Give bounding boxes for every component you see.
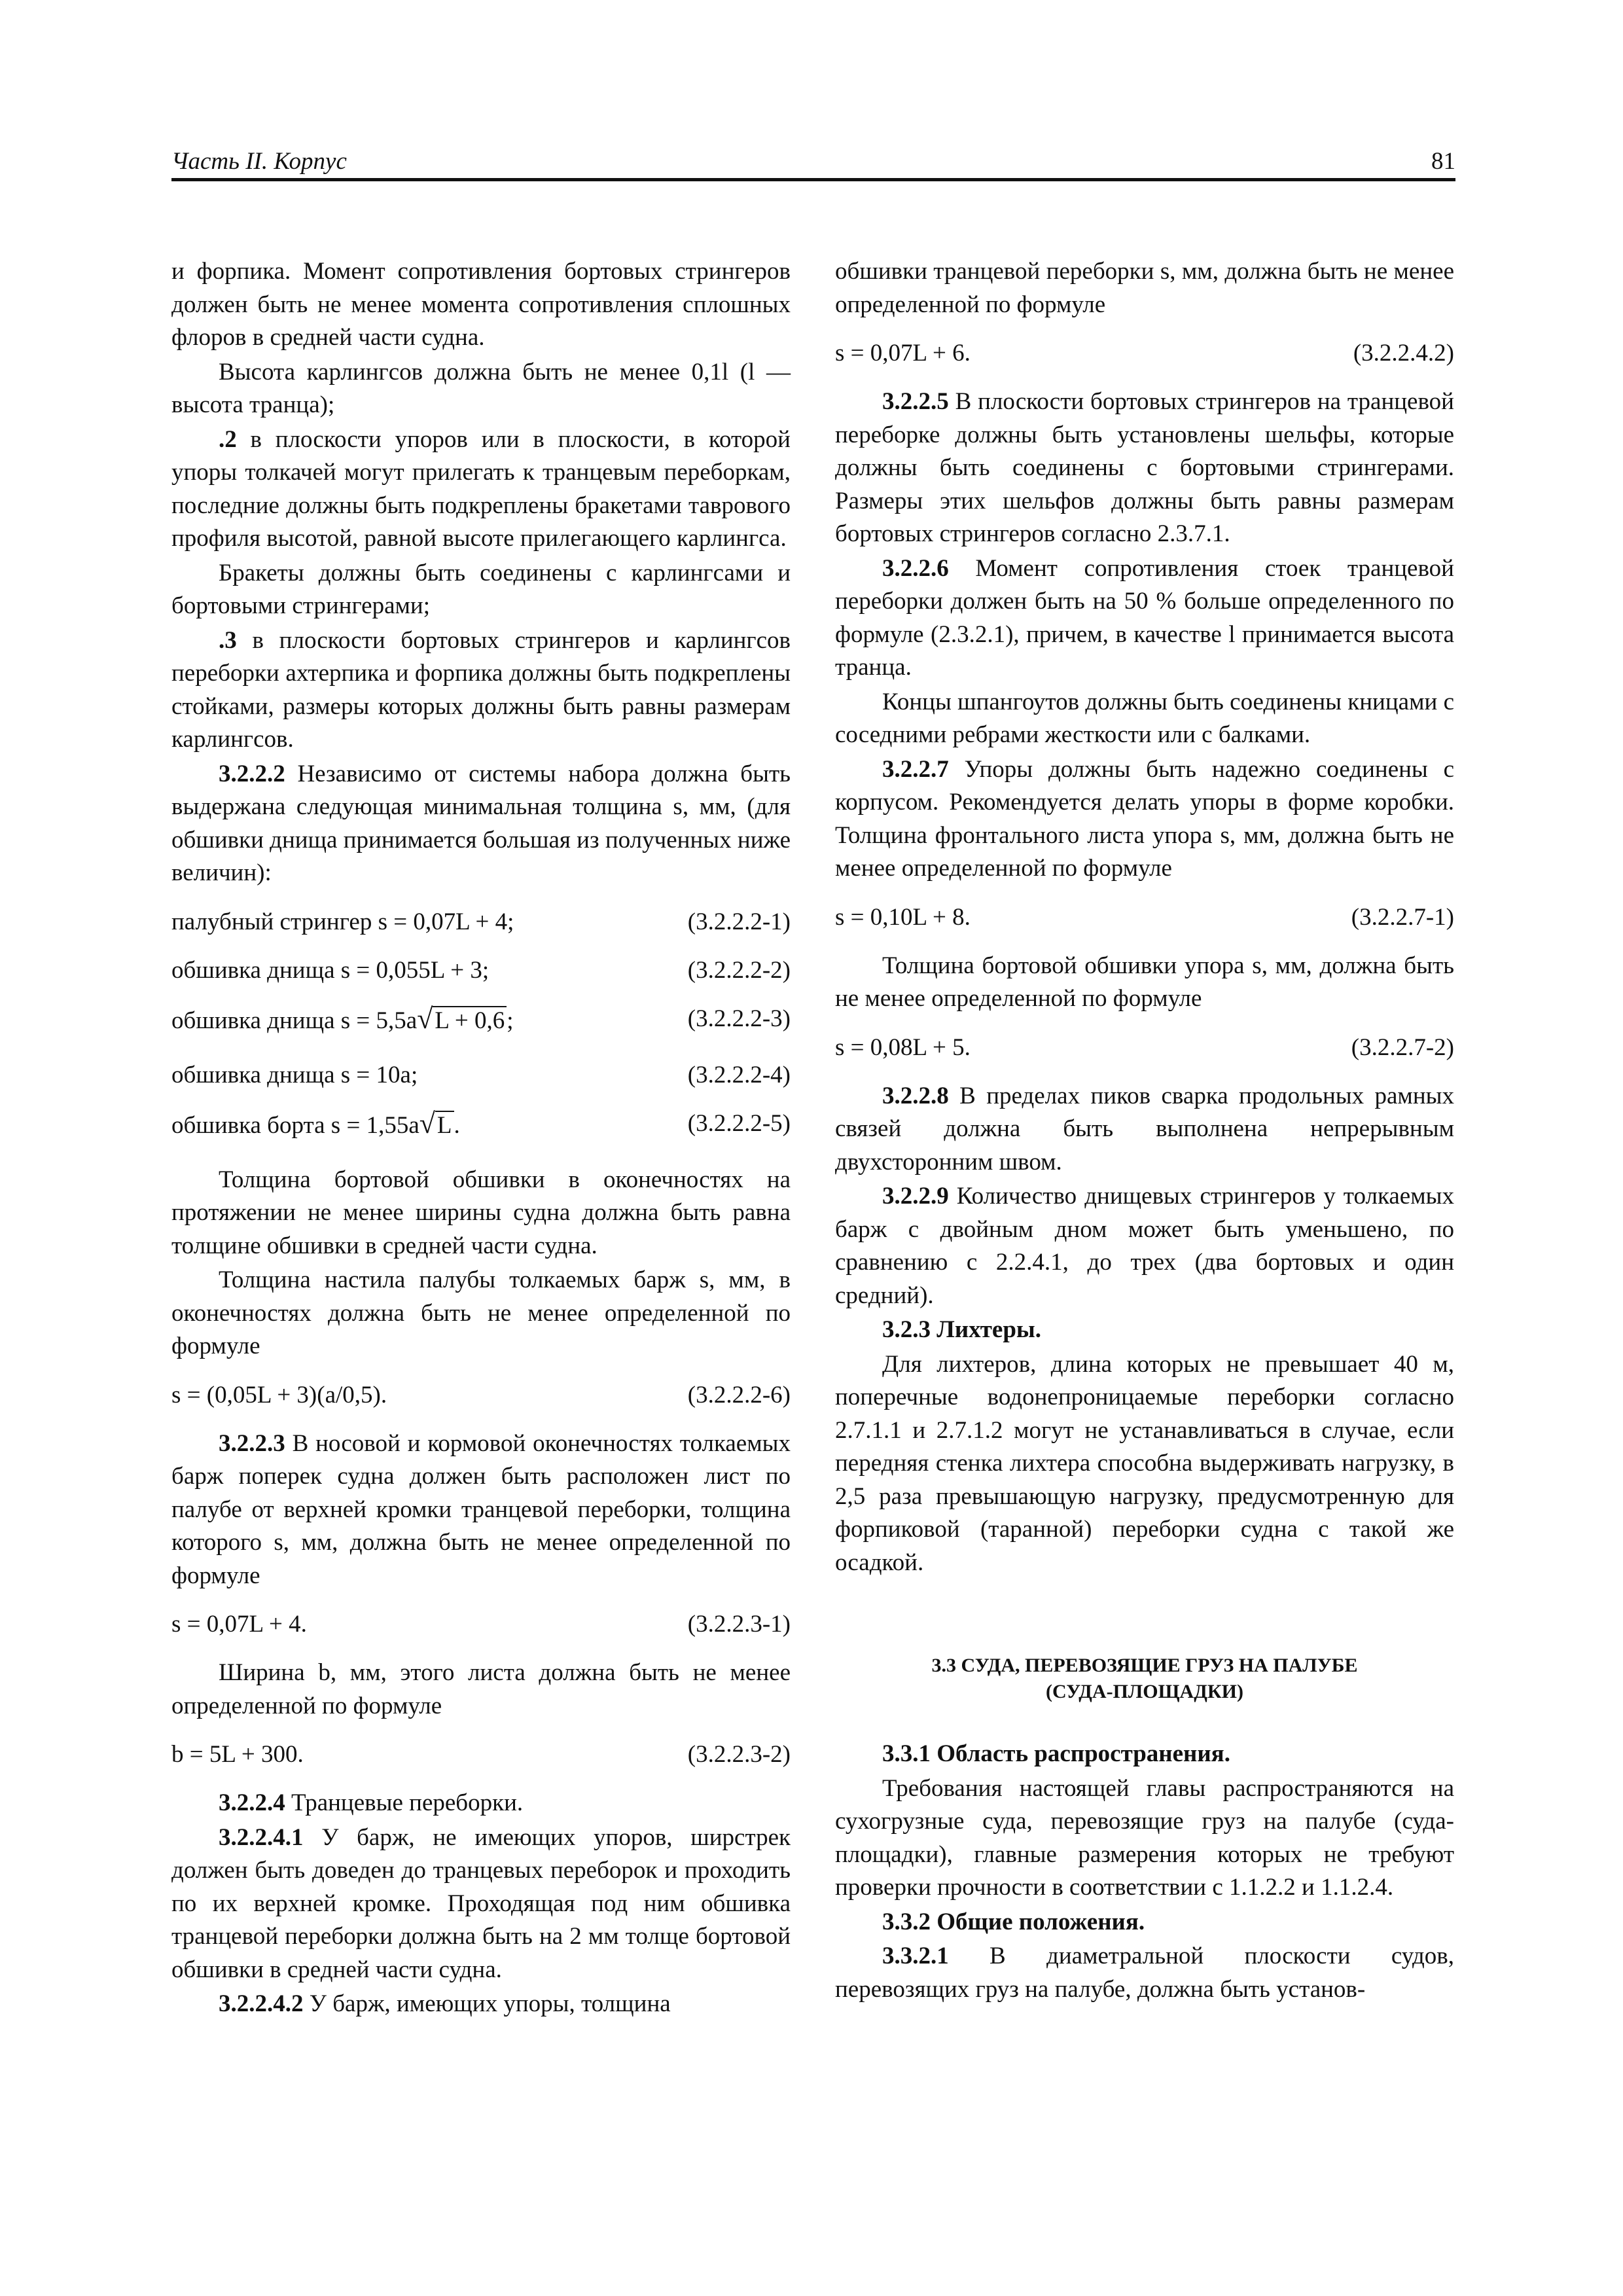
formula-text: обшивка днища s = 10a; <box>171 1061 418 1088</box>
equation-number: (3.2.2.4.2) <box>1353 340 1454 367</box>
formula-text: s = (0,05L + 3)(a/0,5). <box>171 1381 387 1408</box>
formula <box>171 1379 791 1412</box>
paragraph: Высота карлингсов должна быть не менее 0,1l (l — высота транца); <box>171 358 791 418</box>
clause-number: 3.2.2.3 <box>219 1429 285 1457</box>
paragraph <box>171 1988 791 2021</box>
paragraph-text: в плоскости бортовых стрингеров и карлингсов переборки ахтерпика и форпика должны быть подкреплены стойками, размеры которых должны быть равны размерам карлингсов. <box>171 626 791 753</box>
formula-text: обшивка днища s = 0,055L + 3; <box>171 956 490 984</box>
clause-number: 3.3.2.1 <box>882 1943 949 1969</box>
paragraph-text: У барж, не имеющих упоров, ширстрек должен быть доведен до транцевых переборок и проходить по их верхней кромке. Проходящая под ним обшивка транцевой переборки должна быть на 2 мм толще бортовой обшивки в средней части судна. <box>171 1823 791 1983</box>
equation-number: (3.2.2.2-6) <box>687 1381 791 1408</box>
paragraph <box>171 423 791 556</box>
paragraph-text: Независимо от системы набора должна быть выдержана следующая минимальная толщина s, мм, (для обшивки днища принимается большая из полученных ниже величин): <box>171 760 791 886</box>
paragraph: обшивки транцевой переборки s, мм, должна быть не менее определенной по формуле <box>835 258 1454 318</box>
formula <box>171 1608 791 1641</box>
section-title <box>835 1653 1454 1705</box>
formula <box>171 906 791 939</box>
paragraph <box>835 1180 1454 1312</box>
sqrt-sign: √ <box>419 1107 435 1139</box>
formula-text: s = 0,07L + 6. <box>835 340 971 367</box>
paragraph: Требования настоящей главы распространяются на сухогрузные суда, перевозящие груз на палубе (суда-площадки), главные размерения которых не требуют проверки прочности в соответствии с 1.1.2.2 и 1.1.2.4. <box>835 1774 1454 1901</box>
paragraph-text: Транцевые переборки. <box>285 1789 524 1816</box>
equation-number: (3.2.2.2-3) <box>687 1005 791 1032</box>
subsection-heading: 3.3.2 Общие положения. <box>882 1908 1145 1935</box>
paragraph <box>171 1787 791 1820</box>
formula-text: палубный стрингер s = 0,07L + 4; <box>171 908 514 935</box>
page-header <box>171 145 1455 181</box>
paragraph-text: У барж, имеющих упоры, толщина <box>303 1990 671 2017</box>
formula-text: s = 0,07L + 4. <box>171 1611 307 1638</box>
paragraph <box>835 753 1454 886</box>
paragraph <box>835 1080 1454 1179</box>
equation-number: (3.2.2.3-1) <box>687 1611 791 1638</box>
paragraph: Бракеты должны быть соединены с карлингсами и бортовыми стрингерами; <box>171 559 791 619</box>
clause-number: 3.2.2.8 <box>882 1082 949 1109</box>
subsection-heading: 3.2.3 Лихтеры. <box>882 1316 1042 1343</box>
subsection-heading: 3.3.1 Область распространения. <box>882 1740 1230 1767</box>
left-column <box>171 255 791 2022</box>
right-column <box>835 255 1454 2007</box>
section-title-line: (СУДА-ПЛОЩАДКИ) <box>1046 1681 1243 1702</box>
radicand: L + 0,6 <box>433 1006 507 1034</box>
equation-number: (3.2.2.7-2) <box>1351 1033 1454 1061</box>
formula <box>835 901 1454 934</box>
formula <box>171 954 791 987</box>
clause-number: 3.2.2.2 <box>219 760 285 787</box>
paragraph-text: В носовой и кормовой оконечностях толкаемых барж поперек судна должен быть расположен лист по палубе от верхней кромки транцевой переборки, толщина которого s, мм, должна быть не менее определенной по формуле <box>171 1429 791 1589</box>
formula-text: обшивка борта s = 1,55a <box>171 1111 419 1139</box>
formula-suffix: . <box>454 1111 460 1139</box>
formula <box>171 1059 791 1092</box>
paragraph: Толщина настила палубы толкаемых барж s, мм, в оконечностях должна быть не менее определенной по формуле <box>171 1266 791 1359</box>
paragraph-text: В диаметральной плоскости судов, перевозящих груз на палубе, должна быть установ- <box>835 1943 1454 2003</box>
paragraph: Толщина бортовой обшивки упора s, мм, должна быть не менее определенной по формуле <box>835 952 1454 1012</box>
formula-text: обшивка днища s = 5,5a <box>171 1007 418 1034</box>
section-title-line: 3.3 СУДА, ПЕРЕВОЗЯЩИЕ ГРУЗ НА ПАЛУБЕ <box>931 1655 1358 1676</box>
clause-number: 3.2.2.4.1 <box>219 1823 304 1851</box>
clause-number: .2 <box>219 425 237 453</box>
paragraph: Ширина b, мм, этого листа должна быть не менее определенной по формуле <box>171 1659 791 1719</box>
formula-text: b = 5L + 300. <box>171 1741 304 1768</box>
clause-number: 3.2.2.7 <box>882 755 949 783</box>
paragraph: Концы шпангоутов должны быть соединены кницами с соседними ребрами жесткости или с балками. <box>835 688 1454 748</box>
clause-number: 3.2.2.6 <box>882 554 949 582</box>
clause-number: 3.2.2.4 <box>219 1789 285 1816</box>
paragraph-text: в плоскости упоров или в плоскости, в которой упоры толкачей могут прилегать к транцевым переборкам, последние должны быть подкреплены бракетами таврового профиля высотой, равной высоте прилегающего карлингса. <box>171 425 791 552</box>
formula-suffix: ; <box>507 1007 514 1034</box>
equation-number: (3.2.2.2-2) <box>687 956 791 984</box>
equation-number: (3.2.2.2-1) <box>687 908 791 935</box>
paragraph: Толщина бортовой обшивки в оконечностях на протяжении не менее ширины судна должна быть равна толщине обшивки в средней части судна. <box>171 1166 791 1259</box>
paragraph: Для лихтеров, длина которых не превышает 40 м, поперечные водонепроницаемые переборки согласно 2.7.1.1 и 2.7.1.2 могут не устанавливаться в случае, если передняя стенка лихтера способна выдерживать нагрузку, в 2,5 раза превышающую нагрузку, предусмотренную для форпиковой (таранной) переборки судна с такой же осадкой. <box>835 1350 1454 1576</box>
formula <box>171 1738 791 1771</box>
formula-text: s = 0,10L + 8. <box>835 903 971 931</box>
equation-number: (3.2.2.7-1) <box>1351 903 1454 931</box>
paragraph <box>171 1821 791 1987</box>
clause-number: 3.2.2.5 <box>882 388 949 415</box>
equation-number: (3.2.2.3-2) <box>687 1741 791 1768</box>
clause-number: .3 <box>219 626 237 654</box>
radicand: L <box>435 1111 454 1139</box>
paragraph <box>171 624 791 757</box>
formula <box>171 1107 791 1148</box>
paragraph <box>835 552 1454 685</box>
paragraph-text: Упоры должны быть надежно соединены с корпусом. Рекомендуется делать упоры в форме коробки. Толщина фронтального листа упора s, мм, должна быть не менее определенной по формуле <box>835 755 1454 882</box>
paragraph <box>835 386 1454 551</box>
paragraph <box>171 758 791 890</box>
formula <box>835 1031 1454 1064</box>
page-number: 81 <box>1431 148 1455 175</box>
clause-number: 3.2.2.9 <box>882 1183 949 1210</box>
paragraph-text: В плоскости бортовых стрингеров на транцевой переборке должны быть установлены шельфы, которые должны быть соединены с бортовыми стрингерами. Размеры этих шельфов должны быть равны размерам бортовых стрингеров согласно 2.3.7.1. <box>835 388 1454 547</box>
paragraph <box>835 1940 1454 2006</box>
paragraph-text: Количество днищевых стрингеров у толкаемых барж с двойным дном может быть уменьшено, по сравнению с 2.2.4.1, до трех (два бортовых и один средний). <box>835 1183 1454 1309</box>
formula <box>835 337 1454 370</box>
paragraph: и форпика. Момент сопротивления бортовых стрингеров должен быть не менее момента сопротивления сплошных флоров в средней части судна. <box>171 258 791 351</box>
formula <box>171 1003 791 1043</box>
clause-number: 3.2.2.4.2 <box>219 1990 304 2017</box>
formula-text: s = 0,08L + 5. <box>835 1033 971 1061</box>
equation-number: (3.2.2.2-4) <box>687 1061 791 1088</box>
paragraph <box>171 1427 791 1593</box>
paragraph-text: Момент сопротивления стоек транцевой переборки должен быть на 50 % больше определенного по формуле (2.3.2.1), причем, в качестве l принимается высота транца. <box>835 554 1454 681</box>
sqrt-sign: √ <box>417 1002 433 1035</box>
running-title: Часть II. Корпус <box>171 148 347 175</box>
equation-number: (3.2.2.2-5) <box>687 1109 791 1137</box>
spacer <box>835 1581 1454 1653</box>
paragraph-text: В пределах пиков сварка продольных рамных связей должна быть выполнена непрерывным двухсторонним швом. <box>835 1082 1454 1175</box>
